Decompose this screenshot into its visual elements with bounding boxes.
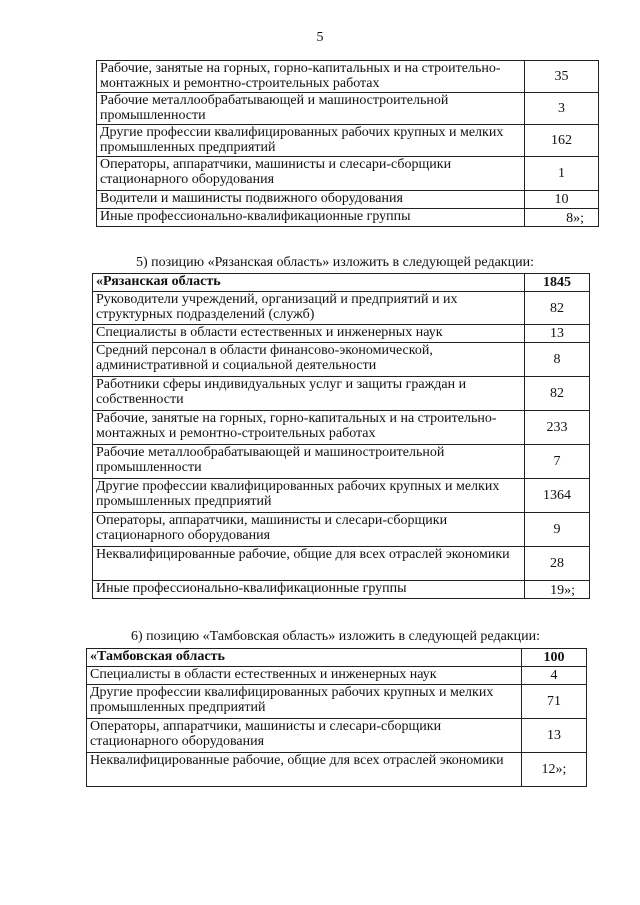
table-row	[93, 547, 590, 581]
row-value: 35	[525, 61, 599, 93]
row-label: Операторы, аппаратчики, машинисты и слесари-сборщики стационарного оборудования	[97, 157, 525, 191]
table-row	[93, 513, 590, 547]
region-total: 1845	[525, 274, 590, 292]
table-header-row	[87, 649, 587, 667]
table-row	[93, 343, 590, 377]
row-label: Иные профессионально-квалификационные группы	[97, 209, 525, 227]
row-value: 162	[525, 125, 599, 157]
row-value: 1	[525, 157, 599, 191]
row-label: Средний персонал в области финансово-экономической, административной и социальной деятельности	[93, 343, 525, 377]
row-value: 82	[525, 377, 590, 411]
row-value: 8»;	[525, 209, 599, 227]
table-row	[97, 191, 599, 209]
table-row	[93, 445, 590, 479]
row-label: Рабочие металлообрабатывающей и машиностроительной промышленности	[93, 445, 525, 479]
row-value: 71	[522, 685, 587, 719]
row-value: 1364	[525, 479, 590, 513]
table-header-row	[93, 274, 590, 292]
section-5-intro: 5) позицию «Рязанская область» изложить в следующей редакции:	[136, 255, 534, 270]
table-row	[97, 209, 599, 227]
row-label: Неквалифицированные рабочие, общие для всех отраслей экономики	[93, 547, 525, 581]
table-row	[93, 377, 590, 411]
row-label: Операторы, аппаратчики, машинисты и слесари-сборщики стационарного оборудования	[93, 513, 525, 547]
region-title: «Тамбовская область	[87, 649, 522, 667]
row-value: 233	[525, 411, 590, 445]
row-label: Рабочие металлообрабатывающей и машиностроительной промышленности	[97, 93, 525, 125]
region-total: 100	[522, 649, 587, 667]
row-label: Водители и машинисты подвижного оборудования	[97, 191, 525, 209]
table-tambov	[86, 648, 587, 787]
table-row	[93, 479, 590, 513]
row-label: Специалисты в области естественных и инженерных наук	[93, 325, 525, 343]
row-label: Другие профессии квалифицированных рабочих крупных и мелких промышленных предприятий	[97, 125, 525, 157]
row-value: 19»;	[525, 581, 590, 599]
region-title: «Рязанская область	[93, 274, 525, 292]
section-6-intro: 6) позицию «Тамбовская область» изложить в следующей редакции:	[131, 629, 540, 644]
row-value: 82	[525, 292, 590, 325]
row-value: 13	[525, 325, 590, 343]
row-label: Неквалифицированные рабочие, общие для всех отраслей экономики	[87, 753, 522, 787]
row-label: Работники сферы индивидуальных услуг и защиты граждан и собственности	[93, 377, 525, 411]
page-number: 5	[316, 30, 324, 45]
row-value: 13	[522, 719, 587, 753]
table-ryazan	[92, 273, 590, 599]
table-row	[87, 753, 587, 787]
row-label: Руководители учреждений, организаций и предприятий и их структурных подразделений (служб)	[93, 292, 525, 325]
row-label: Иные профессионально-квалификационные группы	[93, 581, 525, 599]
row-label: Рабочие, занятые на горных, горно-капитальных и на строительно-монтажных и ремонтно-строительных работах	[97, 61, 525, 93]
row-value: 3	[525, 93, 599, 125]
row-label: Операторы, аппаратчики, машинисты и слесари-сборщики стационарного оборудования	[87, 719, 522, 753]
table-row	[87, 667, 587, 685]
table-row	[87, 685, 587, 719]
row-label: Другие профессии квалифицированных рабочих крупных и мелких промышленных предприятий	[87, 685, 522, 719]
table-row	[93, 325, 590, 343]
table-row	[97, 61, 599, 93]
table-row	[87, 719, 587, 753]
row-value: 7	[525, 445, 590, 479]
row-value: 9	[525, 513, 590, 547]
table-continued	[96, 60, 599, 227]
row-label: Другие профессии квалифицированных рабочих крупных и мелких промышленных предприятий	[93, 479, 525, 513]
table-row	[97, 125, 599, 157]
row-value: 4	[522, 667, 587, 685]
row-value: 12»;	[522, 753, 587, 787]
row-label: Специалисты в области естественных и инженерных наук	[87, 667, 522, 685]
table-row	[97, 93, 599, 125]
row-value: 8	[525, 343, 590, 377]
row-value: 28	[525, 547, 590, 581]
row-label: Рабочие, занятые на горных, горно-капитальных и на строительно-монтажных и ремонтно-строительных работах	[93, 411, 525, 445]
table-row	[97, 157, 599, 191]
table-row	[93, 292, 590, 325]
row-value: 10	[525, 191, 599, 209]
table-row	[93, 411, 590, 445]
table-row	[93, 581, 590, 599]
